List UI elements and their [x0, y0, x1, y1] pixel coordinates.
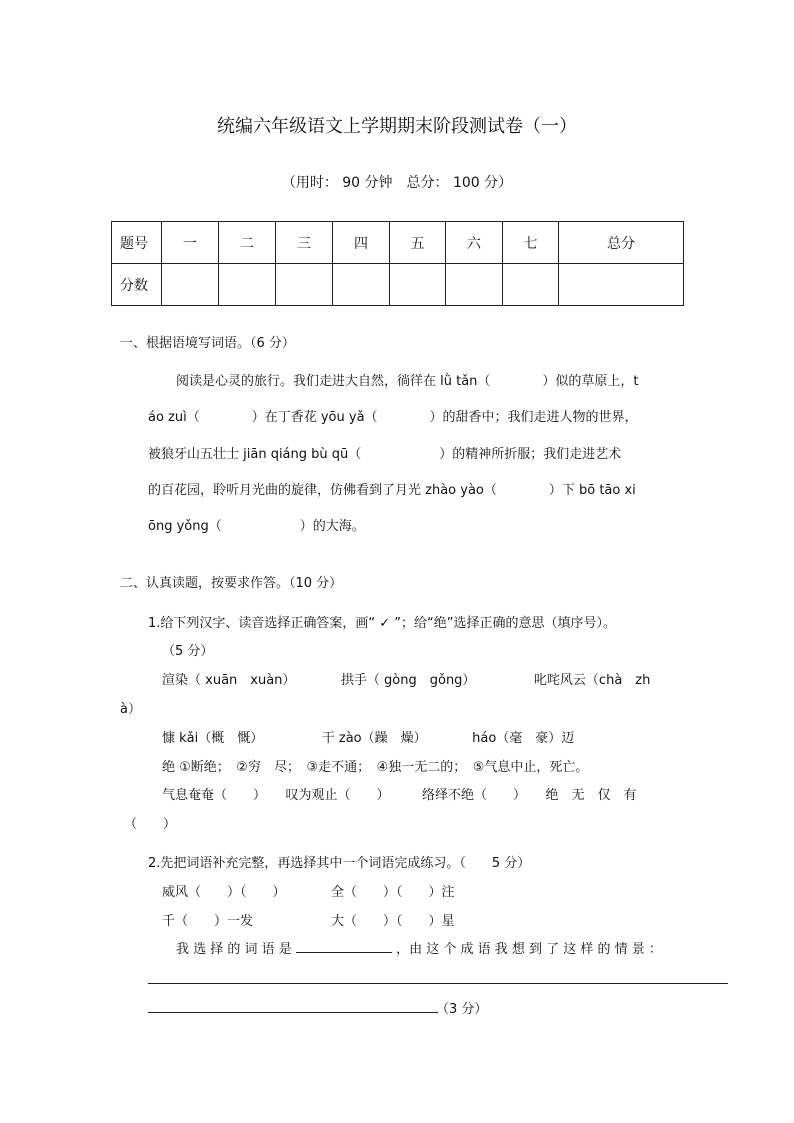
section1-heading: 一、根据语境写词语。（6 分）: [120, 336, 295, 351]
table-cell: 分数: [112, 264, 162, 306]
score-cell[interactable]: [390, 264, 446, 306]
score-cell[interactable]: [162, 264, 219, 306]
section1-text-line: 阅读是心灵的旅行。我们走进大自然，徜徉在 lǜ tǎn（ ）似的草原上，t: [176, 374, 639, 389]
section1-text-line: 被狼牙山五壮士 jiān qiáng bù qū（ ）的精神所折服；我们走进艺术: [148, 447, 622, 462]
section2-heading: 二、认真读题，按要求作答。（10 分）: [120, 576, 343, 591]
chosen-word-blank[interactable]: [296, 940, 392, 953]
q1-points: （5 分）: [162, 644, 214, 659]
score-table-header-row: [112, 222, 684, 264]
q2-points: （3 分）: [436, 1002, 488, 1017]
table-cell: 七: [503, 222, 559, 264]
q2-prompt: [176, 938, 662, 957]
q2-idiom-line: 千（ ）一发 大（ ）（ ）星: [162, 914, 455, 929]
q2-idiom-line: 威风（ ）（ ） 全（ ）（ ）注: [162, 885, 455, 900]
section1-text-line: 的百花园，聆听月光曲的旋律，仿佛看到了月光 zhào yào（ ）下 bō tāo xi: [148, 483, 636, 498]
table-cell: 一: [162, 222, 219, 264]
score-cell[interactable]: [503, 264, 559, 306]
score-cell[interactable]: [219, 264, 276, 306]
score-table-score-row: [112, 264, 684, 306]
table-cell: 题号: [112, 222, 162, 264]
score-cell[interactable]: [559, 264, 684, 306]
answer-line[interactable]: [148, 983, 728, 984]
table-cell: 四: [333, 222, 390, 264]
q2-prompt-end: ，由 这 个 成 语 我 想 到 了 这 样 的 情 景 ：: [396, 942, 662, 957]
answer-line[interactable]: [148, 1012, 438, 1013]
page-subtitle: （用时： 90 分钟 总分： 100 分）: [281, 175, 513, 191]
q1-meanings-line: 绝 ①断绝； ②穷 尽； ③走不通； ④独一无二的； ⑤气息中止，死亡。: [162, 760, 589, 775]
q2-prompt-start: 我 选 择 的 词 语 是: [176, 942, 292, 957]
section1-text-line: áo zuì（ ）在丁香花 yōu yǎ（ ）的甜香中；我们走进人物的世界，: [148, 410, 638, 425]
q1-pinyin-line: 渲染（ xuān xuàn） 拱手（ gòng gǒng） 叱咤风云（chà zh: [162, 673, 651, 688]
section1-text-line: ōng yǒng（ ）的大海。: [148, 519, 365, 534]
score-table: [111, 221, 684, 306]
q1-blanks-line: 气息奄奄（ ） 叹为观止（ ） 络绎不绝（ ） 绝 无 仅 有: [162, 788, 637, 803]
q2-instruction: 2.先把词语补充完整，再选择其中一个词语完成练习。（ 5 分）: [148, 856, 531, 871]
q1-blanks-line-wrap: （ ）: [124, 817, 177, 832]
q1-instruction: 1.给下列汉字、读音选择正确答案，画“ ✓ ”；给“绝”选择正确的意思（填序号）。: [148, 616, 617, 631]
table-cell: 二: [219, 222, 276, 264]
score-cell[interactable]: [276, 264, 333, 306]
table-cell: 五: [390, 222, 446, 264]
score-cell[interactable]: [446, 264, 503, 306]
q1-character-line: 慷 kǎi（概 慨） 干 zào（躁 燥） háo（毫 豪）迈: [162, 731, 575, 746]
page-title: 统编六年级语文上学期期末阶段测试卷（一）: [217, 116, 577, 137]
q1-pinyin-line-wrap: à）: [120, 702, 141, 717]
table-cell: 总分: [559, 222, 684, 264]
table-cell: 六: [446, 222, 503, 264]
table-cell: 三: [276, 222, 333, 264]
score-cell[interactable]: [333, 264, 390, 306]
